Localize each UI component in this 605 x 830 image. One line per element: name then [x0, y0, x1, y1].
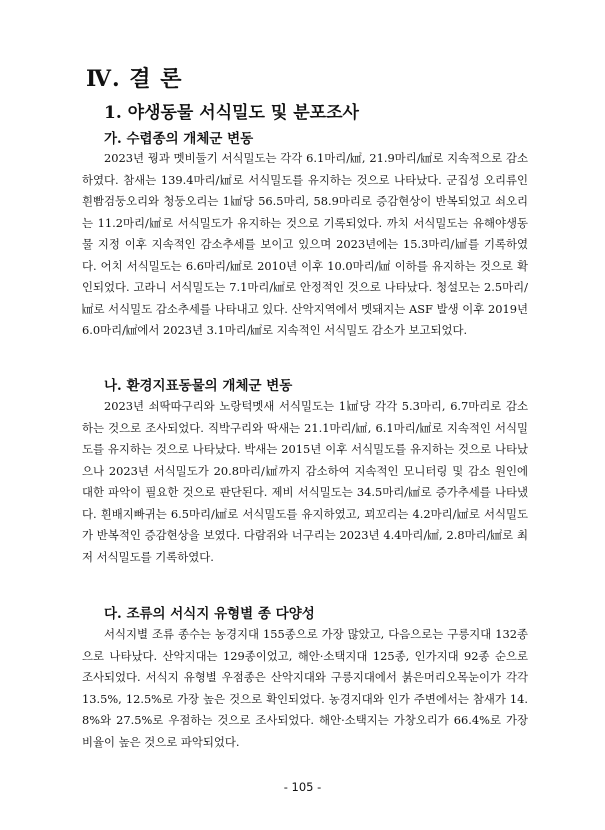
paragraph-bird-diversity: 서식지별 조류 종수는 농경지대 155종으로 가장 많았고, 다음으로는 구릉지대 132종으로 나타났다. 산악지대는 129종이었고, 해안·소택지대 125종, 인가지대 92종 순으로 조사되었다. 서식지 유형별 우점종은 산악지대와 구릉지대에서 붉은머리오목눈이가 각각 13.5%, 12.5%로 가장 높은 것으로 확인되었다. 농경지대와 인가 주변에서는 참새가 14.8%와 27.5%로 우점하는 것으로 조사되었다. 해안·소택지는 가창오리가 66.4%로 가장 비율이 높은 것으로 파악되었다.	[82, 627, 528, 749]
subsection-heading-indicator-species: 나. 환경지표동물의 개체군 변동	[104, 378, 293, 394]
subsection-heading-hunting-species: 가. 수렵종의 개체군 변동	[104, 131, 254, 147]
paragraph-indicator-species: 2023년 쇠딱따구리와 노랑턱멧새 서식밀도는 1㎢당 각각 5.3마리, 6.7마리로 감소하는 것으로 조사되었다. 직박구리와 딱새는 21.1마리/㎢, 6.1마리/㎢로 지속적인 서식밀도를 유지하는 것으로 나타났다. 박새는 2015년 이후 서식밀도를 유지하는 것으로 나타났으나 2023년 서식밀도가 20.8마리/㎢까지 감소하여 지속적인 모니터링 및 감소 원인에 대한 파악이 필요한 것으로 판단된다. 제비 서식밀도는 34.5마리/㎢로 증가추세를 나타냈다. 흰배지빠귀는 6.5마리/㎢로 서식밀도를 유지하였고, 꾀꼬리는 4.2마리/㎢로 서식밀도가 반복적인 증감현상을 보였다. 다람쥐와 너구리는 2023년 4.4마리/㎢, 2.8마리/㎢로 최저 서식밀도를 기록하였다.	[82, 399, 528, 564]
subsection-heading-bird-diversity: 다. 조류의 서식지 유형별 종 다양성	[104, 606, 315, 622]
section-title: 1. 야생동물 서식밀도 및 분포조사	[104, 103, 359, 123]
chapter-title: Ⅳ. 결 론	[86, 66, 183, 92]
paragraph-hunting-species: 2023년 꿩과 멧비둘기 서식밀도는 각각 6.1마리/㎢, 21.9마리/㎢로 지속적으로 감소하였다. 참새는 139.4마리/㎢로 서식밀도를 유지하는 것으로 나타났다. 군집성 오리류인 흰빰검둥오리와 청둥오리는 1㎢당 56.5마리, 58.9마리로 증감현상이 반복되었고 쇠오리는 11.2마리/㎢로 서식밀도가 유지하는 것으로 기록되었다. 까치 서식밀도는 유해야생동물 지정 이후 지속적인 감소추세를 보이고 있으며 2023년에는 15.3마리/㎢를 기록하였다. 어치 서식밀도는 6.6마리/㎢로 2010년 이후 10.0마리/㎢ 이하를 유지하는 것으로 확인되었다. 고라니 서식밀도는 7.1마리/㎢로 안정적인 것으로 나타났다. 청설모는 2.5마리/㎢로 서식밀도 감소추세를 나타내고 있다. 산악지역에서 멧돼지는 ASF 발생 이후 2019년 6.0마리/㎢에서 2023년 3.1마리/㎢로 지속적인 서식밀도 감소가 보고되었다.	[82, 151, 528, 337]
page-number: - 105 -	[283, 780, 322, 794]
